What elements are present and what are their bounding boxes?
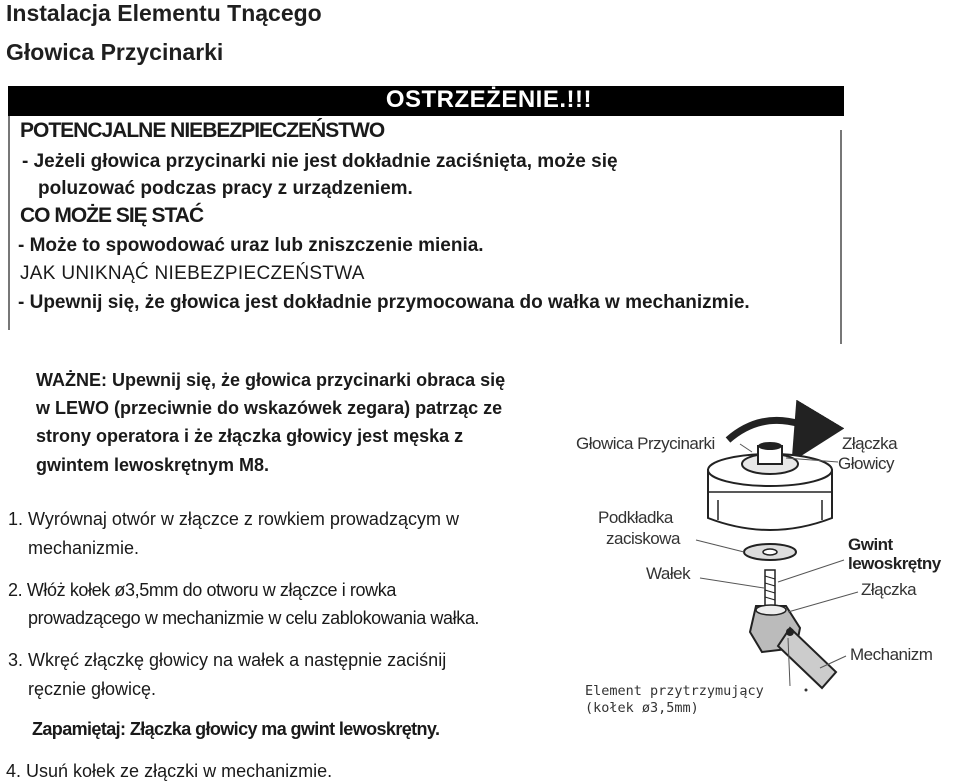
warning-title: OSTRZEŻENIE.!!!: [385, 86, 592, 113]
danger-line-1: - Jeżeli głowica przycinarki nie jest dokładnie zaciśnięta, może się: [22, 151, 618, 172]
remember-note: Zapamiętaj: Złączka głowicy ma gwint lewoskrętny.: [32, 719, 440, 739]
label-mechanism: Mechanizm: [850, 645, 933, 664]
important-line-4: gwintem lewoskrętnym M8.: [36, 455, 270, 475]
label-thread-1: Gwint: [848, 535, 893, 554]
danger-line-2: poluzować podczas pracy z urządzeniem.: [38, 178, 413, 199]
label-pin-1: Element przytrzymujący: [585, 683, 764, 699]
step-3-line-2: ręcznie głowicę.: [28, 679, 157, 699]
label-shaft: Wałek: [646, 564, 691, 583]
rotation-arrow-icon: [728, 420, 808, 440]
step-2-line-2: prowadzącego w mechanizmie w celu zablokowania wałka.: [28, 608, 480, 628]
what-heading: CO MOŻE SIĘ STAĆ: [20, 204, 204, 227]
threaded-shaft-icon: [765, 570, 775, 606]
step-1-line-1: 1. Wyrównaj otwór w złączce z rowkiem prowadzącym w: [8, 509, 459, 529]
page-subtitle: Głowica Przycinarki: [6, 39, 224, 65]
label-fitting: Złączka: [861, 580, 917, 599]
important-line-1: WAŻNE: Upewnij się, że głowica przycinarki obraca się: [36, 370, 506, 390]
label-washer-2: zaciskowa: [606, 529, 680, 548]
washer-icon: [744, 544, 796, 560]
label-connector-1: Złączka: [842, 434, 898, 453]
step-4: 4. Usuń kołek ze złączki w mechanizmie.: [6, 761, 333, 781]
gearbox-mechanism-icon: [750, 605, 836, 688]
danger-heading: POTENCJALNE NIEBEZPIECZEŃSTWO: [20, 119, 385, 142]
what-line: - Może to spowodować uraz lub zniszczenie mienia.: [18, 235, 484, 256]
page-title: Instalacja Elementu Tnącego: [6, 0, 322, 26]
label-thread-2: lewoskrętny: [848, 554, 941, 573]
step-3-line-1: 3. Wkręć złączkę głowicy na wałek a następnie zaciśnij: [8, 650, 447, 670]
step-1-line-2: mechanizmie.: [28, 538, 140, 558]
label-washer-1: Podkładka: [598, 508, 673, 527]
important-line-3: strony operatora i że złączka głowicy jest męska z: [36, 426, 464, 446]
step-2-line-1: 2. Włóż kołek ø3,5mm do otworu w złączce i rowka: [8, 580, 396, 600]
label-trimmer-head: Głowica Przycinarki: [576, 434, 715, 453]
label-pin-2: (kołek ø3,5mm): [585, 700, 699, 716]
avoid-line: - Upewnij się, że głowica jest dokładnie przymocowana do wałka w mechanizmie.: [18, 292, 750, 313]
important-line-2: w LEWO (przeciwnie do wskazówek zegara) patrząc ze: [36, 398, 503, 418]
avoid-heading: JAK UNIKNĄĆ NIEBEZPIECZEŃSTWA: [20, 263, 365, 284]
trimmer-head-icon: [708, 442, 832, 530]
label-connector-2: Głowicy: [838, 454, 895, 473]
